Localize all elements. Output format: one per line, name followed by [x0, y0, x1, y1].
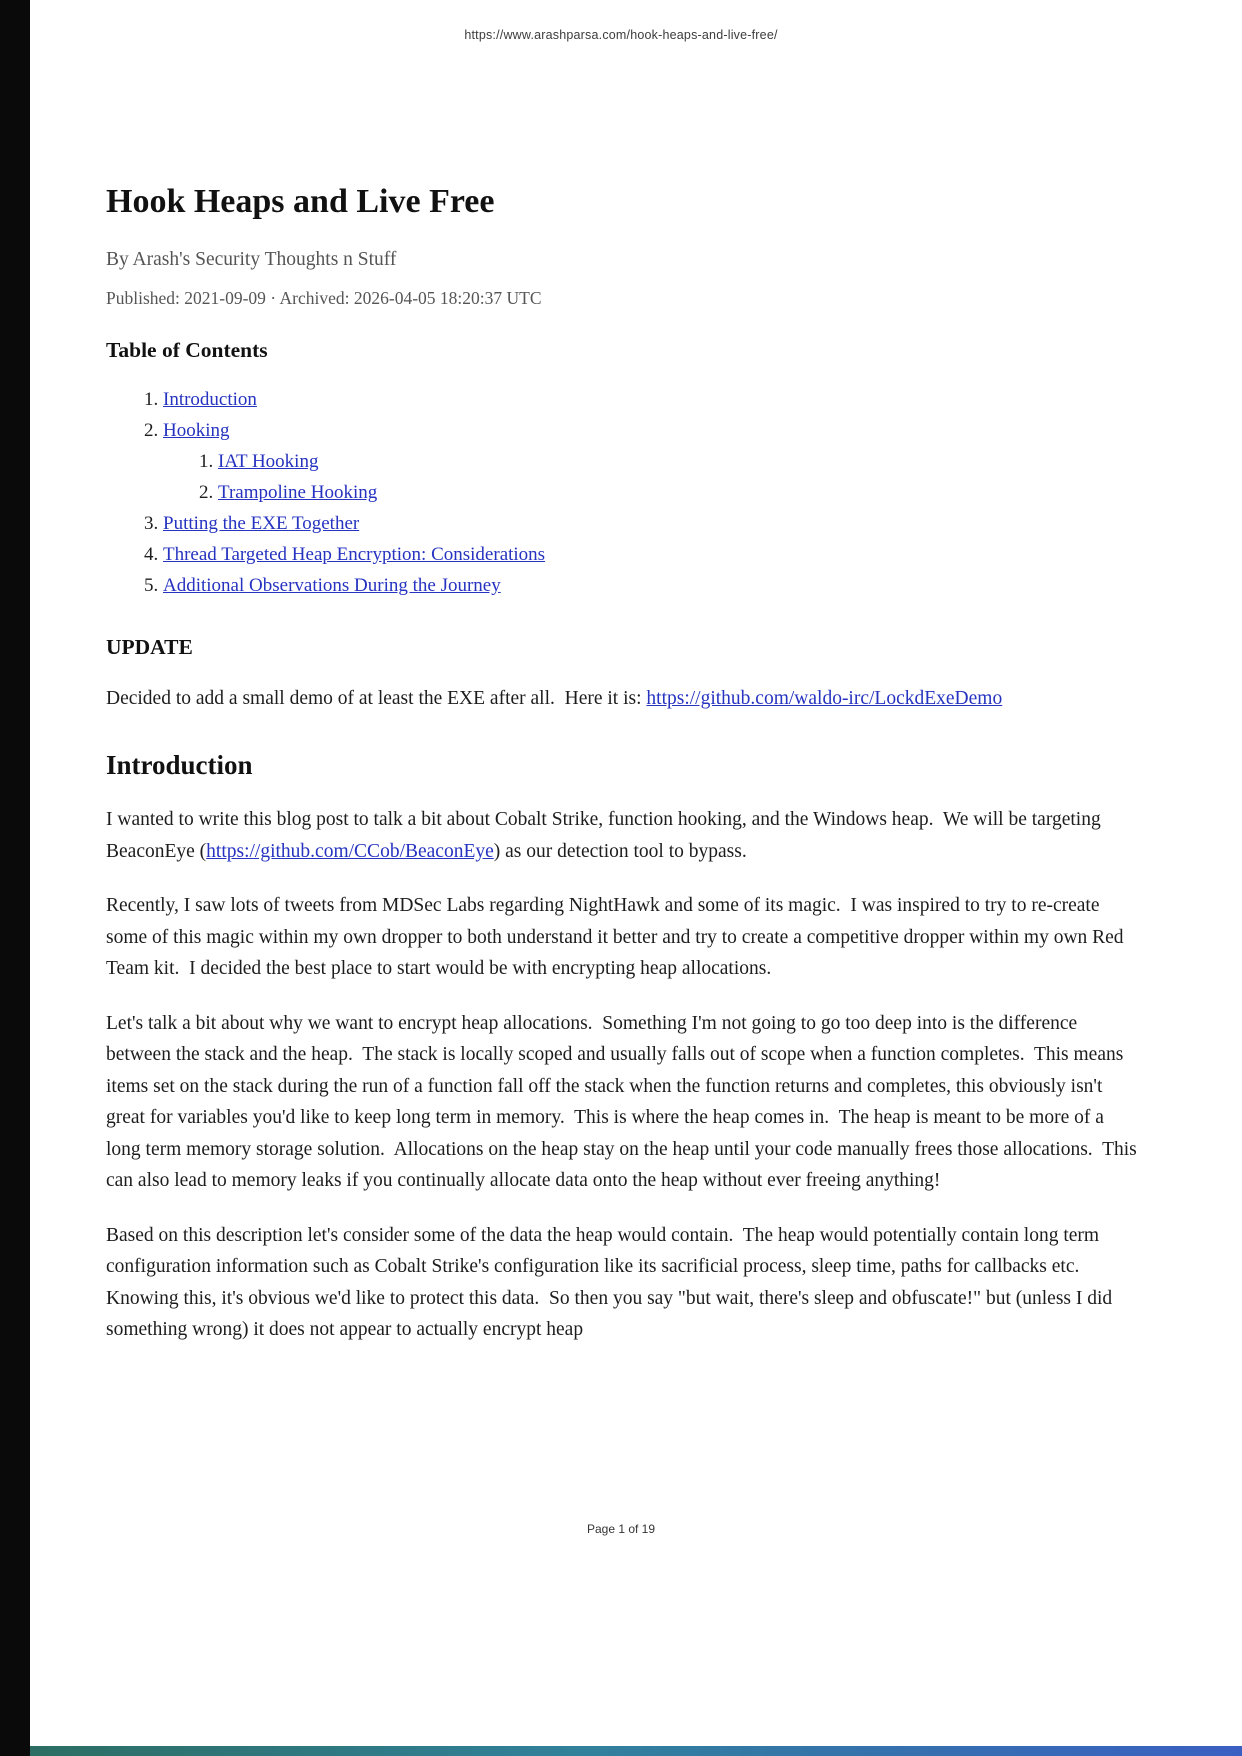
toc-link-putting-exe-together[interactable]: Putting the EXE Together	[163, 512, 360, 534]
intro-paragraph-1-text-before: I wanted to write this blog post to talk a bit about Cobalt Strike, function hooking, and the Windows heap. We will be targeting BeaconEye (	[106, 809, 1106, 862]
beaconeye-link[interactable]: https://github.com/CCob/BeaconEye	[206, 840, 494, 862]
article-title: Hook Heaps and Live Free	[106, 183, 495, 220]
page-number: Page 1 of 19	[586, 1522, 656, 1536]
left-edge-bar	[0, 0, 30, 1756]
toc-link-additional-observations[interactable]: Additional Observations During the Journey	[163, 574, 501, 596]
toc-link-trampoline-hooking[interactable]: Trampoline Hooking	[218, 481, 378, 503]
toc-list	[106, 384, 1140, 601]
toc-item-iat-hooking	[218, 446, 1140, 477]
toc-item-additional-observations	[163, 570, 1140, 601]
toc-item-hooking	[163, 415, 1140, 508]
article-content	[106, 0, 1140, 1346]
page-url: https://www.arashparsa.com/hook-heaps-and-live-free/	[464, 28, 778, 42]
toc-link-introduction[interactable]: Introduction	[163, 388, 257, 410]
update-text: Decided to add a small demo of at least the EXE after all. Here it is:	[106, 687, 647, 709]
lockd-exe-demo-link[interactable]: https://github.com/waldo-irc/LockdExeDemo	[646, 687, 1003, 709]
intro-paragraph-1-text-after: ) as our detection tool to bypass.	[493, 840, 747, 862]
toc-sublist	[163, 446, 1140, 508]
update-heading: UPDATE	[106, 634, 193, 659]
intro-paragraph-2: Recently, I saw lots of tweets from MDSec Labs regarding NightHawk and some of its magic. I was inspired to try to re-create some of this magic within my own dropper to both understand it better and try to create a competitive dropper within my own Red Team kit. I decided the best place to start would be with encrypting heap allocations.	[106, 895, 1129, 980]
toc-item-putting-exe-together	[163, 508, 1140, 539]
intro-paragraph-1	[106, 804, 1140, 867]
toc-item-trampoline-hooking	[218, 477, 1140, 508]
article-meta: Published: 2021-09-09 · Archived: 2026-04-05 18:20:37 UTC	[106, 287, 542, 308]
article-byline: By Arash's Security Thoughts n Stuff	[106, 248, 397, 270]
introduction-heading: Introduction	[106, 750, 253, 781]
update-paragraph	[106, 683, 1140, 715]
toc-heading: Table of Contents	[106, 337, 268, 362]
toc-link-thread-targeted-heap-encryption[interactable]: Thread Targeted Heap Encryption: Considerations	[163, 543, 546, 565]
toc-item-introduction	[163, 384, 1140, 415]
toc-item-thread-targeted-heap-encryption	[163, 539, 1140, 570]
toc-link-hooking[interactable]: Hooking	[163, 419, 230, 441]
bottom-edge-bar	[30, 1746, 1242, 1756]
intro-paragraph-3: Let's talk a bit about why we want to encrypt heap allocations. Something I'm not going to go too deep into is the difference between the stack and the heap. The stack is locally scoped and usually falls out of scope when a function completes. This means items set on the stack during the run of a function fall off the stack when the function returns and completes, this obviously isn't great for variables you'd like to keep long term in memory. This is where the heap comes in. The heap is meant to be more of a long term memory storage solution. Allocations on the heap stay on the heap until your code manually frees those allocations. This can also lead to memory leaks if you continually allocate data onto the heap without ever freeing anything!	[106, 1012, 1142, 1192]
toc-link-iat-hooking[interactable]: IAT Hooking	[218, 450, 319, 472]
intro-paragraph-4: Based on this description let's consider some of the data the heap would contain. The heap would potentially contain long term configuration information such as Cobalt Strike's configuration like its sacrificial process, sleep time, paths for callbacks etc. Knowing this, it's obvious we'd like to protect this data. So then you say "but wait, there's sleep and obfuscate!" but (unless I did something wrong) it does not appear to actually encrypt heap	[106, 1224, 1118, 1341]
